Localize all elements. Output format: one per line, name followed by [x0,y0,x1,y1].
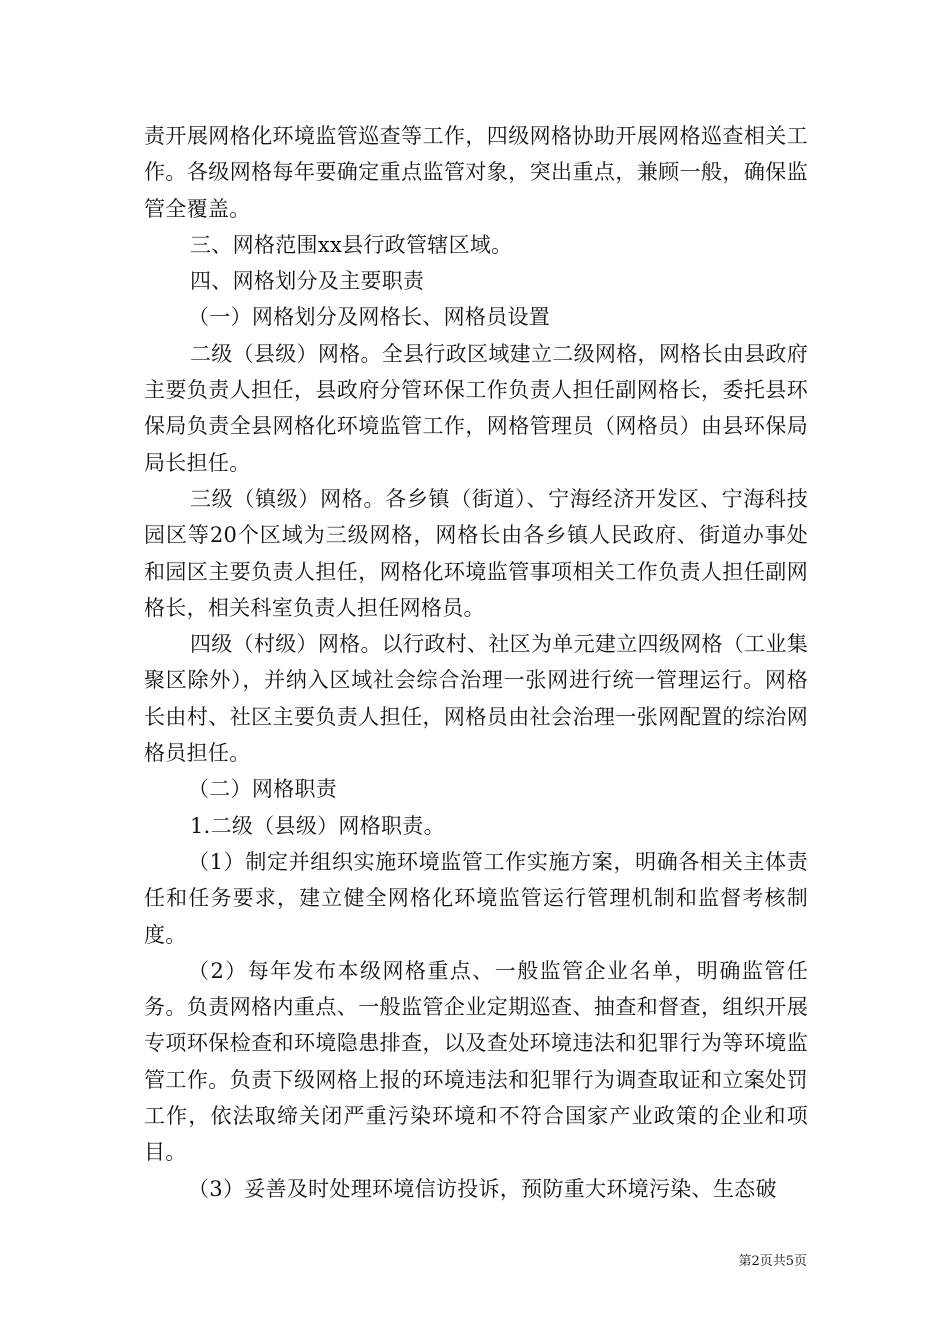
item-1: （1）制定并组织实施环境监管工作实施方案，明确各相关主体责任和任务要求，建立健全网格化环境监管运行管理机制和监督考核制度。 [144,849,808,947]
paragraph-county-grid: 二级（县级）网格。全县行政区域建立二级网格，网格长由县政府主要负责人担任，县政府分管环保工作负责人担任副网格长，委托县环保局负责全县网格化环境监管工作，网格管理员（网格员）由县环保局局长担任。 [144,341,808,475]
item-heading-1: 1.二级（县级）网格职责。 [190,813,445,838]
page-number-footer: 第2页共5页 [738,1254,807,1269]
document-body [144,118,808,1207]
paragraph-town-grid: 三级（镇级）网格。各乡镇（街道）、宁海经济开发区、宁海科技园区等20个区域为三级网格，网格长由各乡镇人民政府、街道办事处和园区主要负责人担任，网格化环境监管事项相关工作负责人担任副网格长，相关科室负责人担任网格员。 [144,486,808,620]
paragraph-village-grid: 四级（村级）网格。以行政村、社区为单元建立四级网格（工业集聚区除外），并纳入区域社会综合治理一张网进行统一管理运行。网格长由村、社区主要负责人担任，网格员由社会治理一张网配置的综治网格员担任。 [144,632,808,766]
item-3: （3）妥善及时处理环境信访投诉，预防重大环境污染、生态破 [188,1176,777,1201]
subsection-heading-1: （一）网格划分及网格长、网格员设置 [188,305,551,330]
item-2: （2）每年发布本级网格重点、一般监管企业名单，明确监管任务。负责网格内重点、一般监管企业定期巡查、抽查和督查，组织开展专项环保检查和环境隐患排查，以及查处环境违法和犯罪行为等环境监管工作。负责下级网格上报的环境违法和犯罪行为调查取证和立案处罚工作，依法取缔关闭严重污染环境和不符合国家产业政策的企业和项目。 [144,958,808,1165]
section-heading-4: 四、网格划分及主要职责 [190,269,425,294]
section-heading-3: 三、网格范围xx县行政管辖区域。 [190,232,513,257]
subsection-heading-2: （二）网格职责 [188,777,338,802]
paragraph-continuation: 责开展网格化环境监管巡查等工作，四级网格协助开展网格巡查相关工作。各级网格每年要确定重点监管对象，突出重点，兼顾一般，确保监管全覆盖。 [144,124,808,221]
